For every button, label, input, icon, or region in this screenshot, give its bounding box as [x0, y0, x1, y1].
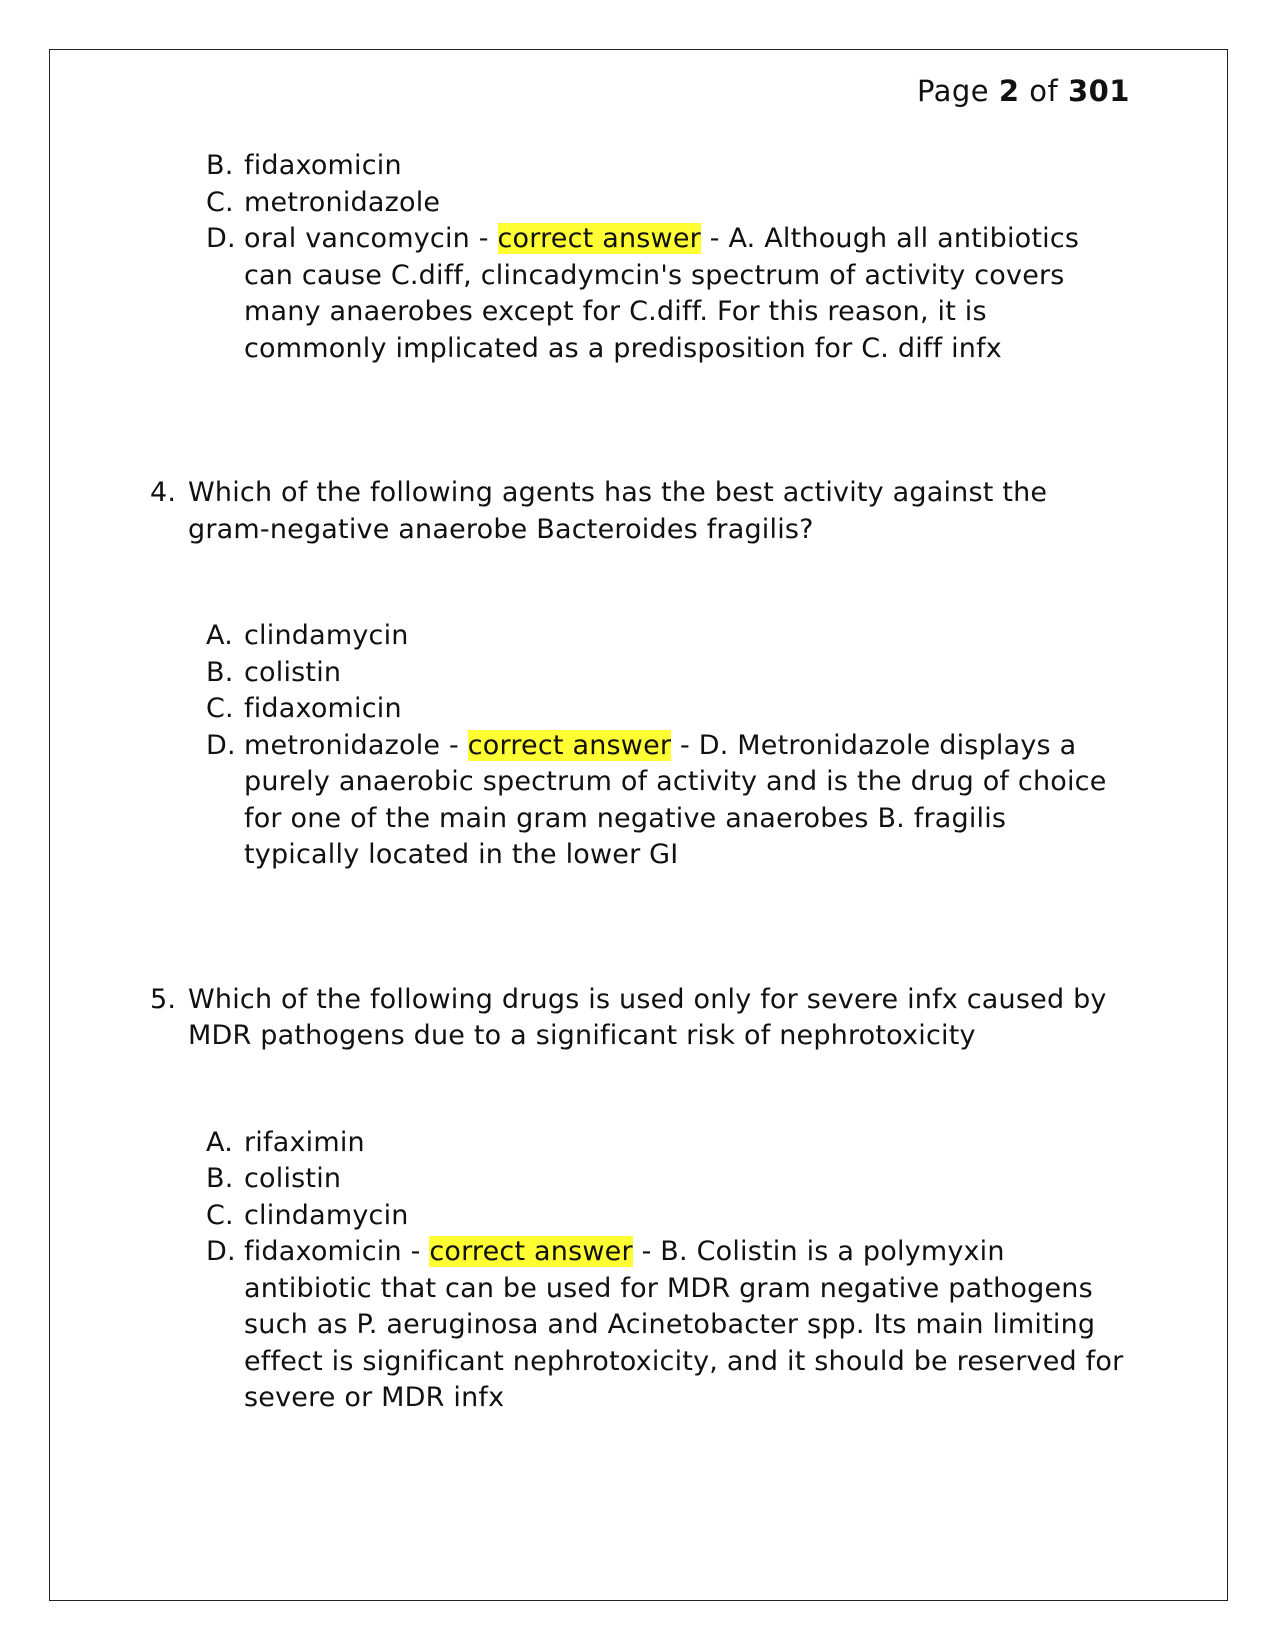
answer-option — [206, 221, 1130, 367]
correct-answer-highlight: correct answer — [467, 729, 672, 761]
option-letter: C. — [206, 1199, 234, 1231]
option-letter: C. — [206, 693, 234, 724]
option-letter: A. — [206, 1126, 233, 1158]
option-letter: B. — [206, 656, 234, 688]
page-total: 301 — [1067, 74, 1130, 108]
answer-explanation: - B. Colistin is a polymyxin antibiotic that can be used for MDR gram negative pathogens such as P. aeruginosa and Acinetobacter spp. Its main limiting effect is significant nephrotoxicity, and it should be reserved for severe or MDR infx — [244, 1236, 1124, 1413]
option-item — [206, 1161, 1130, 1198]
option-text: rifaximin — [244, 1126, 365, 1158]
page-number — [917, 74, 1130, 108]
document-body — [150, 148, 1130, 1417]
option-text: fidaxomicin — [244, 693, 402, 724]
page-of: of — [1029, 74, 1059, 108]
option-text: clindamycin — [244, 620, 409, 651]
option-item — [206, 148, 1130, 185]
option-text: colistin — [244, 656, 342, 688]
answer-option — [206, 728, 1130, 874]
option-item — [206, 1198, 1130, 1235]
option-text: oral vancomycin - — [244, 223, 498, 254]
question-text: Which of the following agents has the best activity against the gram-negative anaerobe Bacteroides fragilis? — [188, 477, 1048, 545]
option-letter: A. — [206, 620, 233, 651]
question-number: 5. — [150, 983, 177, 1015]
answer-explanation: - D. Metronidazole displays a purely anaerobic spectrum of activity and is the drug of choice for one of the main gram negative anaerobes B. fragilis typically located in the lower GI — [244, 729, 1107, 870]
option-text: metronidazole - — [244, 729, 468, 761]
page-label: Page — [916, 74, 990, 108]
option-letter: D. — [206, 1236, 236, 1267]
option-letter: D. — [206, 223, 236, 254]
option-item — [206, 1125, 1130, 1162]
option-letter: B. — [206, 150, 234, 181]
option-letter: C. — [206, 186, 234, 218]
question-text: Which of the following drugs is used only for severe infx caused by MDR pathogens due to a significant risk of nephrotoxicity — [188, 983, 1107, 1051]
answer-text — [244, 1234, 1130, 1417]
answer-explanation: - A. Although all antibiotics can cause C.diff, clincadymcin's spectrum of activity covers many anaerobes except for C.diff. For this reason, it is commonly implicated as a predisposition for C. diff infx — [244, 223, 1080, 364]
option-text: metronidazole — [244, 186, 441, 218]
option-letter: B. — [206, 1163, 234, 1194]
option-text: fidaxomicin - — [244, 1236, 430, 1267]
option-text: colistin — [244, 1163, 342, 1194]
option-item — [206, 185, 1130, 222]
answer-text — [244, 221, 1130, 367]
option-item — [206, 691, 1130, 728]
option-letter: D. — [206, 729, 236, 761]
option-item — [206, 618, 1130, 655]
page-current: 2 — [998, 74, 1020, 108]
option-text: clindamycin — [244, 1199, 409, 1231]
correct-answer-highlight: correct answer — [497, 223, 701, 254]
correct-answer-highlight: correct answer — [429, 1236, 633, 1267]
answer-option — [206, 1234, 1130, 1417]
option-text: fidaxomicin — [244, 150, 402, 181]
question-number: 4. — [150, 477, 177, 508]
answer-text — [244, 728, 1130, 874]
question-5 — [150, 982, 1130, 1055]
question-4 — [150, 475, 1130, 548]
option-item — [206, 655, 1130, 692]
